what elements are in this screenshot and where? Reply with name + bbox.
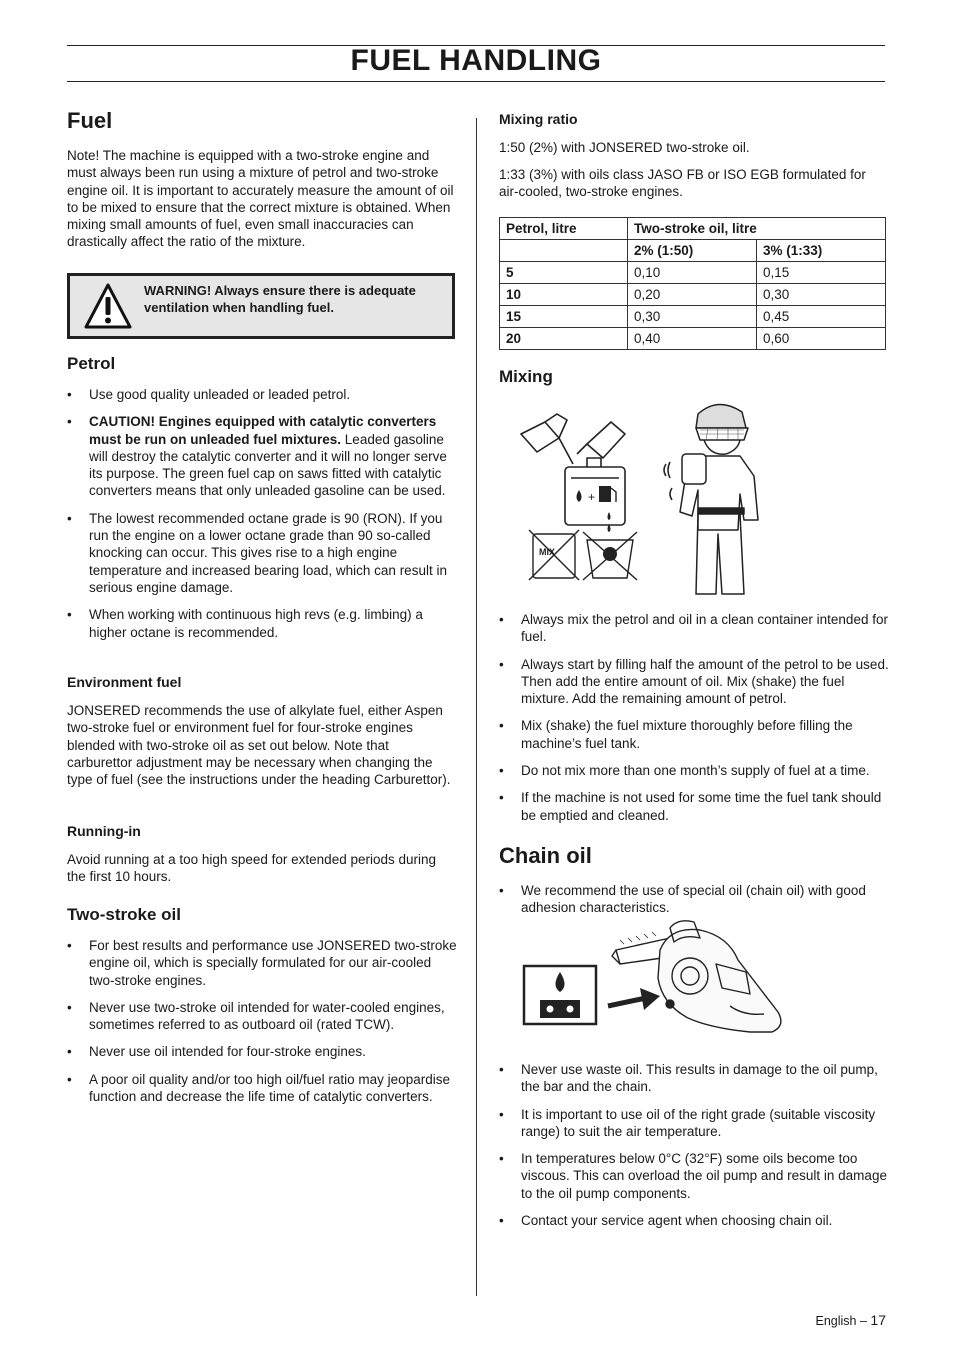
table-cell: 0,30 — [628, 306, 757, 328]
mix-can-label: MIX — [539, 547, 556, 557]
page-footer — [816, 1312, 887, 1328]
table-cell: 0,15 — [757, 262, 886, 284]
list-item: • Never use waste oil. This results in damage to the oil pump, the bar and the chain. — [499, 1061, 889, 1096]
warning-text: WARNING! Always ensure there is adequate ventilation when handling fuel. — [144, 283, 416, 315]
table-cell — [500, 240, 628, 262]
table-row — [500, 262, 886, 284]
table-cell: 0,30 — [757, 284, 886, 306]
footer-dash: – — [859, 1314, 867, 1328]
mixing-list — [499, 611, 889, 834]
table-cell: 0,60 — [757, 328, 886, 350]
fuel-can-mixing-illustration — [515, 412, 645, 587]
page-number: 17 — [870, 1312, 886, 1328]
svg-text:+: + — [588, 490, 596, 504]
list-item: • It is important to use oil of the right grade (suitable viscosity range) to suit the air temperature. — [499, 1106, 889, 1141]
caution-text: Leaded gasoline will destroy the catalytic converter and it will no longer serve its purpose. The green fuel cap on saws fitted with catalytic converters means that only unleaded gasoline can be used. — [89, 431, 447, 499]
table-header-petrol: Petrol, litre — [500, 218, 628, 240]
table-subheader-row — [500, 240, 886, 262]
table-cell: 5 — [500, 262, 628, 284]
list-item: • In temperatures below 0°C (32°F) some oils become too viscous. This can overload the oil pump and result in damage to the oil pump components. — [499, 1150, 889, 1202]
list-item: • Never use oil intended for four-stroke engines. — [67, 1043, 457, 1060]
table-cell: 10 — [500, 284, 628, 306]
fuel-heading: Fuel — [67, 108, 113, 133]
column-divider — [476, 118, 477, 1296]
list-item: • Always start by filling half the amount of the petrol to be used. Then add the entire amount of oil. Mix (shake) the fuel mixture. Add the remaining amount of petrol. — [499, 656, 889, 708]
list-item — [67, 413, 457, 499]
running-in-text: Avoid running at a too high speed for extended periods during the first 10 hours. — [67, 852, 437, 885]
mixing-ratio-table — [499, 217, 886, 350]
chain-oil-heading: Chain oil — [499, 843, 592, 868]
table-row — [500, 306, 886, 328]
fuel-intro: Note! The machine is equipped with a two-stroke engine and must always been run using a mixture of petrol and two-stroke engine oil. It is important to accurately measure the amount of oil to be mixed to ensure that the correct mixture is obtained. When mixing small amounts of fuel, even small inaccuracies can drastically affect the ratio of the mixture. — [67, 148, 454, 250]
list-item: • The lowest recommended octane grade is 90 (RON). If you run the engine on a lower octane grade than 90 so-called knocking can occur. This gives rise to a high engine temperature and increased bearing load, which can result in serious engine damage. — [67, 510, 457, 596]
mixing-ratio-heading: Mixing ratio — [499, 111, 578, 127]
mixing-heading: Mixing — [499, 367, 553, 386]
table-row — [500, 328, 886, 350]
list-item: • We recommend the use of special oil (chain oil) with good adhesion characteristics. — [499, 882, 889, 917]
arrow-icon — [608, 998, 646, 1006]
table-cell: 15 — [500, 306, 628, 328]
list-item: • Do not mix more than one month’s supply of fuel at a time. — [499, 762, 889, 779]
list-item: • When working with continuous high revs (e.g. limbing) a higher octane is recommended. — [67, 606, 457, 641]
header-bottom-rule — [67, 81, 885, 82]
mixing-ratio-line1: 1:50 (2%) with JONSERED two-stroke oil. — [499, 140, 750, 155]
person-shaking-fuel-can-illustration — [660, 400, 772, 598]
warning-triangle-icon — [84, 283, 132, 329]
table-cell: 0,20 — [628, 284, 757, 306]
petrol-heading: Petrol — [67, 354, 116, 373]
list-item: • Never use two-stroke oil intended for water-cooled engines, sometimes referred to as outboard oil (rated TCW). — [67, 999, 457, 1034]
page-title: FUEL HANDLING — [350, 44, 602, 77]
warning-box — [67, 273, 455, 339]
table-header-row — [500, 218, 886, 240]
table-cell: 20 — [500, 328, 628, 350]
running-in-heading: Running-in — [67, 823, 141, 839]
table-cell: 0,45 — [757, 306, 886, 328]
two-stroke-oil-list — [67, 937, 457, 1115]
list-item: • Always mix the petrol and oil in a clean container intended for fuel. — [499, 611, 889, 646]
petrol-list — [67, 386, 457, 651]
footer-language: English — [815, 1314, 857, 1328]
list-item: • If the machine is not used for some time the fuel tank should be emptied and cleaned. — [499, 789, 889, 824]
list-item: • Contact your service agent when choosing chain oil. — [499, 1212, 889, 1229]
chain-oil-illustration — [520, 920, 792, 1052]
list-item: • A poor oil quality and/or too high oil/fuel ratio may jeopardise function and decrease the life time of catalytic converters. — [67, 1071, 457, 1106]
list-item: • Mix (shake) the fuel mixture thoroughly before filling the machine’s fuel tank. — [499, 717, 889, 752]
list-item: • Use good quality unleaded or leaded petrol. — [67, 386, 457, 403]
mixing-ratio-line2: 1:33 (3%) with oils class JASO FB or ISO EGB formulated for air-cooled, two-stroke engines. — [499, 167, 866, 200]
caution-bold: CAUTION! Engines equipped with catalytic converters must be run on unleaded fuel mixtures. — [89, 414, 437, 447]
table-subheader-3pct: 3% (1:33) — [757, 240, 886, 262]
table-cell: 0,10 — [628, 262, 757, 284]
two-stroke-oil-heading: Two-stroke oil — [67, 905, 181, 924]
environment-fuel-text: JONSERED recommends the use of alkylate fuel, either Aspen two-stroke fuel or environment fuel for four-stroke engines blended with two-stroke oil as set out below. Note that carburettor adjustment may be necessary when changing the type of fuel (see the instructions under the heading Carburettor). — [67, 703, 451, 788]
table-cell: 0,40 — [628, 328, 757, 350]
table-row — [500, 284, 886, 306]
chain-oil-list — [499, 1061, 889, 1239]
table-header-oil: Two-stroke oil, litre — [628, 218, 886, 240]
list-item: • For best results and performance use JONSERED two-stroke engine oil, which is specially formulated for our air-cooled two-stroke engines. — [67, 937, 457, 989]
table-subheader-2pct: 2% (1:50) — [628, 240, 757, 262]
environment-fuel-heading: Environment fuel — [67, 674, 182, 690]
